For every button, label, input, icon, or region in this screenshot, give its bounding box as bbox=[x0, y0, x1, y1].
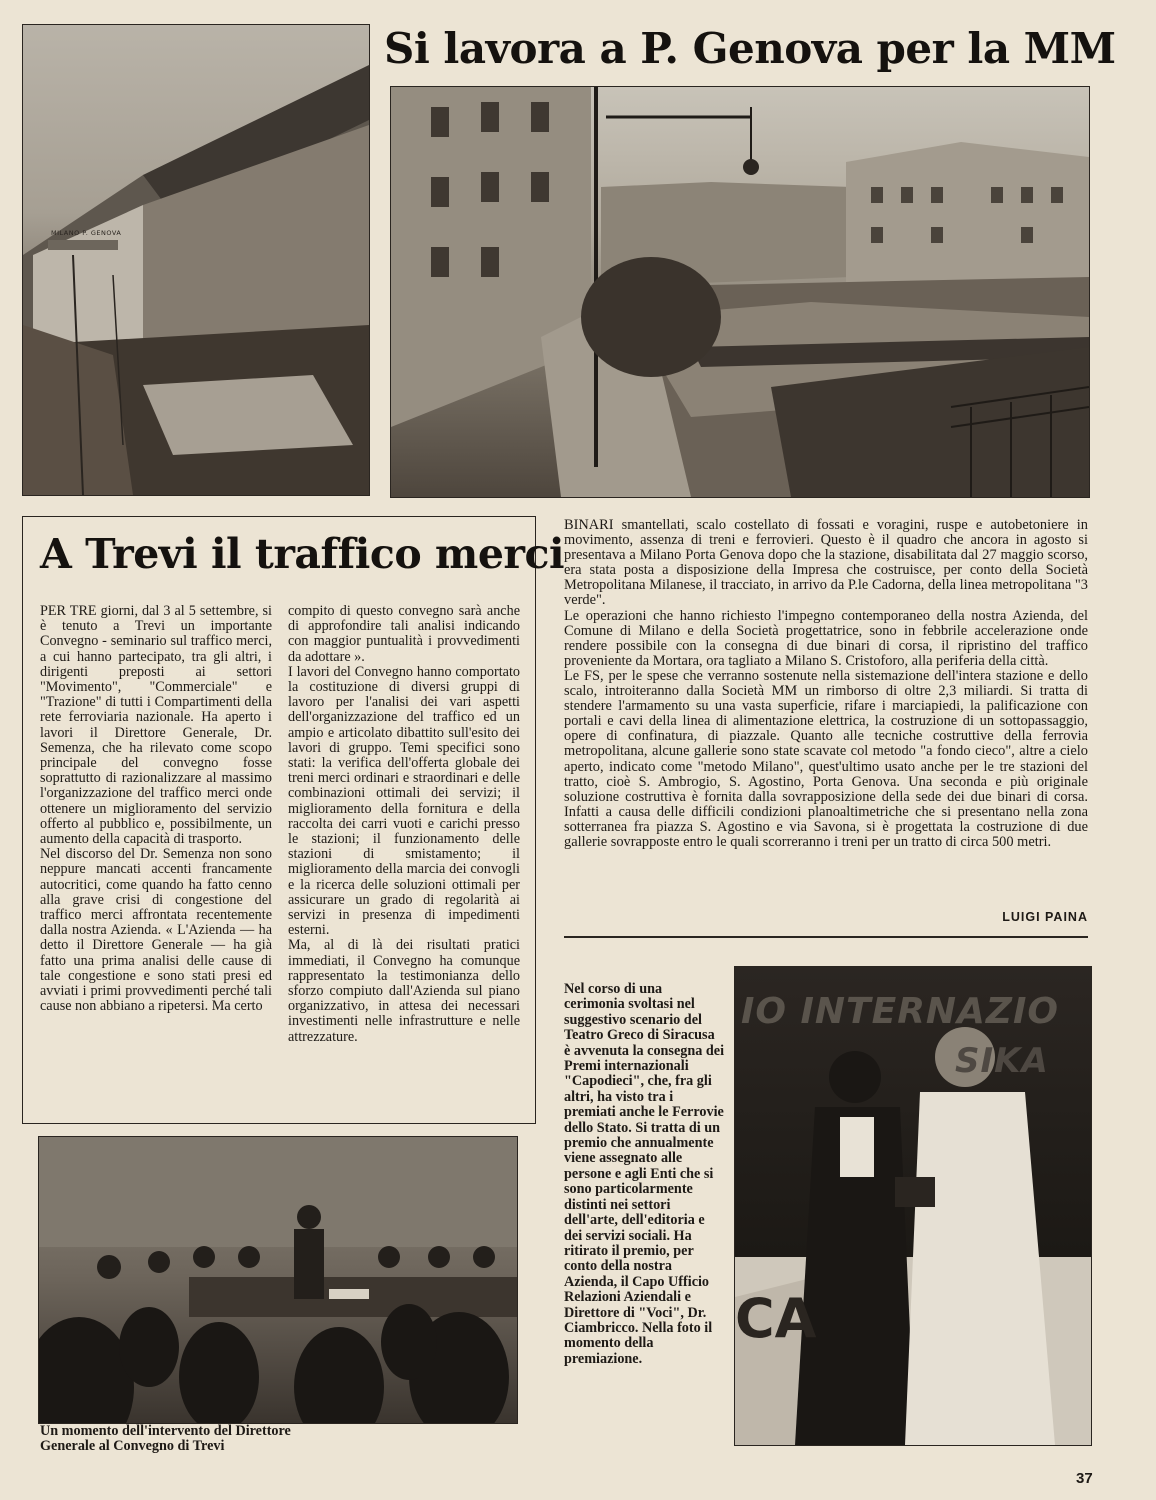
section-divider bbox=[564, 936, 1088, 938]
station-sign: MILANO P. GENOVA bbox=[51, 229, 122, 237]
award-banner-text-2: SIKA bbox=[955, 1041, 1049, 1081]
photo-award-ceremony bbox=[734, 966, 1092, 1446]
trevi-col2-para-2: I lavori del Convegno hanno comportato la costituzione di diversi gruppi di lavoro per l'analisi dei vari aspetti dell'organizzazione del traffico ed un ampio e articolato dibattito sull'esito dei lavori di gruppo. Temi specifici sono stati: la verifica dell'offerta globale dei treni merci ordinari e straordinari e delle combinazioni ottimali dei servizi; il miglioramento della fornitura e della raccolta dei carri vuoti e carichi presso le stazioni; il funzionamento delle stazioni di smistamento; il miglioramento della marcia dei convogli e la ricerca delle soluzioni ottimali per assicurare un grado di regolarità ai servizi in presenza di impedimenti esterni. bbox=[288, 663, 520, 939]
photo-station-building bbox=[22, 24, 370, 496]
mm-para-2: Le operazioni che hanno richiesto l'impegno contemporaneo della nostra Azienda, del Comune di Milano e della Società progettatrice, sono in febbrile accelerazione onde rendere possibile con la consegna di due binari di corsa, il ripristino del traffico proveniente da Mortara, ora tagliato a Milano S. Cristoforo, alla periferia della città. bbox=[564, 607, 1088, 669]
trevi-column-2 bbox=[288, 604, 520, 1045]
photo-conference bbox=[38, 1136, 518, 1424]
banner-letters: CA bbox=[735, 1287, 817, 1350]
mm-byline: LUIGI PAINA bbox=[1002, 910, 1088, 924]
trevi-col1-para-1: PER TRE giorni, dal 3 al 5 settembre, si è tenuto a Trevi un importante Convegno - seminario sul traffico merci, a cui hanno partecipato, tra gli altri, i dirigenti preposti ai settori "Movimento", "Commerciale" e "Trazione" di tutti i Compartimenti della rete ferroviaria nazionale. Ha aperto i lavori il Direttore Generale, Dr. Semenza, che ha rilevato come scopo principale del convegno fosse soprattutto di razionalizzare al massimo l'organizzazione del traffico merci onde ottenere un miglioramento del servizio offerto al pubblico e, possibilmente, un aumento della capacità di trasporto. bbox=[40, 603, 272, 848]
award-banner-text: IO INTERNAZIO bbox=[741, 991, 1060, 1032]
mm-article-body bbox=[564, 518, 1088, 850]
construction-illustration bbox=[391, 87, 1089, 497]
conference-caption: Un momento dell'intervento del Direttore Generale al Convegno di Trevi bbox=[40, 1423, 291, 1455]
photo-construction-site bbox=[390, 86, 1090, 498]
trevi-col2-para-3: Ma, al di là dei risultati pratici immediati, il Convegno ha comunque rappresentato la testimonianza dello sforzo compiuto dall'Azienda sul piano organizzativo, in attesa dei necessari investimenti nelle infrastrutture e nelle attrezzature. bbox=[288, 937, 520, 1045]
mm-para-3: Le FS, per le spese che verranno sostenute nella sistemazione dell'intera stazione e dello scalo, introiteranno dalla Società MM un rimborso di oltre 2,3 miliardi. Si tratta di stendere l'armamento su una vasta superficie, rifare i marciapiedi, la palificazione con portali e cavi della linea di alimentazione elettrica, la costruzione di un sottopassaggio, opere di confinatura, di piazzale. Quanto alle tecniche costruttive della ferrovia metropolitana, alcune gallerie sono state scavate col metodo "a fondo cieco", altre a cielo aperto, indicato come "metodo Milano", quest'ultimo usato anche per le tre stazioni del tratto, cioè S. Ambrogio, S. Agostino, Porta Genova. Una seconda e più originale soluzione costruttiva è fornita dalla sovrapposizione della sede dei due binari di corsa. Infatti a causa delle difficili condizioni planoaltimetriche che si presentano nella zona sotterranea fra piazza S. Agostino e via Savona, si è progettata la costruzione di due gallerie sovrapposte entro le quali scorreranno i treni per un tratto di circa 500 metri. bbox=[564, 667, 1088, 850]
trevi-headline: A Trevi il traffico merci bbox=[40, 530, 565, 578]
conference-illustration bbox=[39, 1137, 517, 1423]
trevi-column-1 bbox=[40, 604, 272, 1014]
mm-para-1: BINARI smantellati, scalo costellato di fossati e voragini, ruspe e autobetoniere in movimento, assenza di treni e ferrovieri. Questo è il quadro che ancora in agosto si presentava a Milano Porta Genova dopo che la stazione, disabilitata dal 27 maggio scorso, era stata posta a disposizione della Impresa che costruisce, per conto della Società Metropolitana Milanese, il tracciato, in arrivo da P.le Cadorna, della linea metropolitana "3 verde". bbox=[564, 517, 1088, 609]
trevi-col2-para-1: compito di questo convegno sarà anche di approfondire tali analisi indicando con maggior puntualità i provvedimenti da adottare ». bbox=[288, 603, 520, 665]
page-number: 37 bbox=[1076, 1470, 1093, 1487]
trevi-col1-para-2: Nel discorso del Dr. Semenza non sono neppure mancati accenti francamente autocritici, come quando ha fatto cenno alla grave crisi di congestione del traffico merci affrontata recentemente dalla nostra Azienda. « L'Azienda — ha detto il Direttore Generale — ha già fatto una prima analisi delle cause di tale congestione e sono stati presi ed avviati i primi provvedimenti perché tali cause non abbiano a ripetersi. Ma certo bbox=[40, 846, 272, 1015]
station-illustration bbox=[23, 25, 369, 495]
top-headline: Si lavora a P. Genova per la MM bbox=[384, 24, 1116, 73]
award-illustration bbox=[735, 967, 1091, 1445]
award-caption: Nel corso di una cerimonia svoltasi nel suggestivo scenario del Teatro Greco di Siracusa è avvenuta la consegna dei Premi internazionali "Capodieci", che, fra gli altri, ha visto tra i premiati anche le Ferrovie dello Stato. Si tratta di un premio che annualmente viene assegnato alle persone e agli Enti che si sono particolarmente distinti nei settori dell'arte, dell'editoria e dei servizi sociali. Ha ritirato il premio, per conto della nostra Azienda, il Capo Ufficio Relazioni Aziendali e Direttore di "Voci", Dr. Ciambricco. Nella foto il momento della premiazione. bbox=[564, 981, 725, 1367]
